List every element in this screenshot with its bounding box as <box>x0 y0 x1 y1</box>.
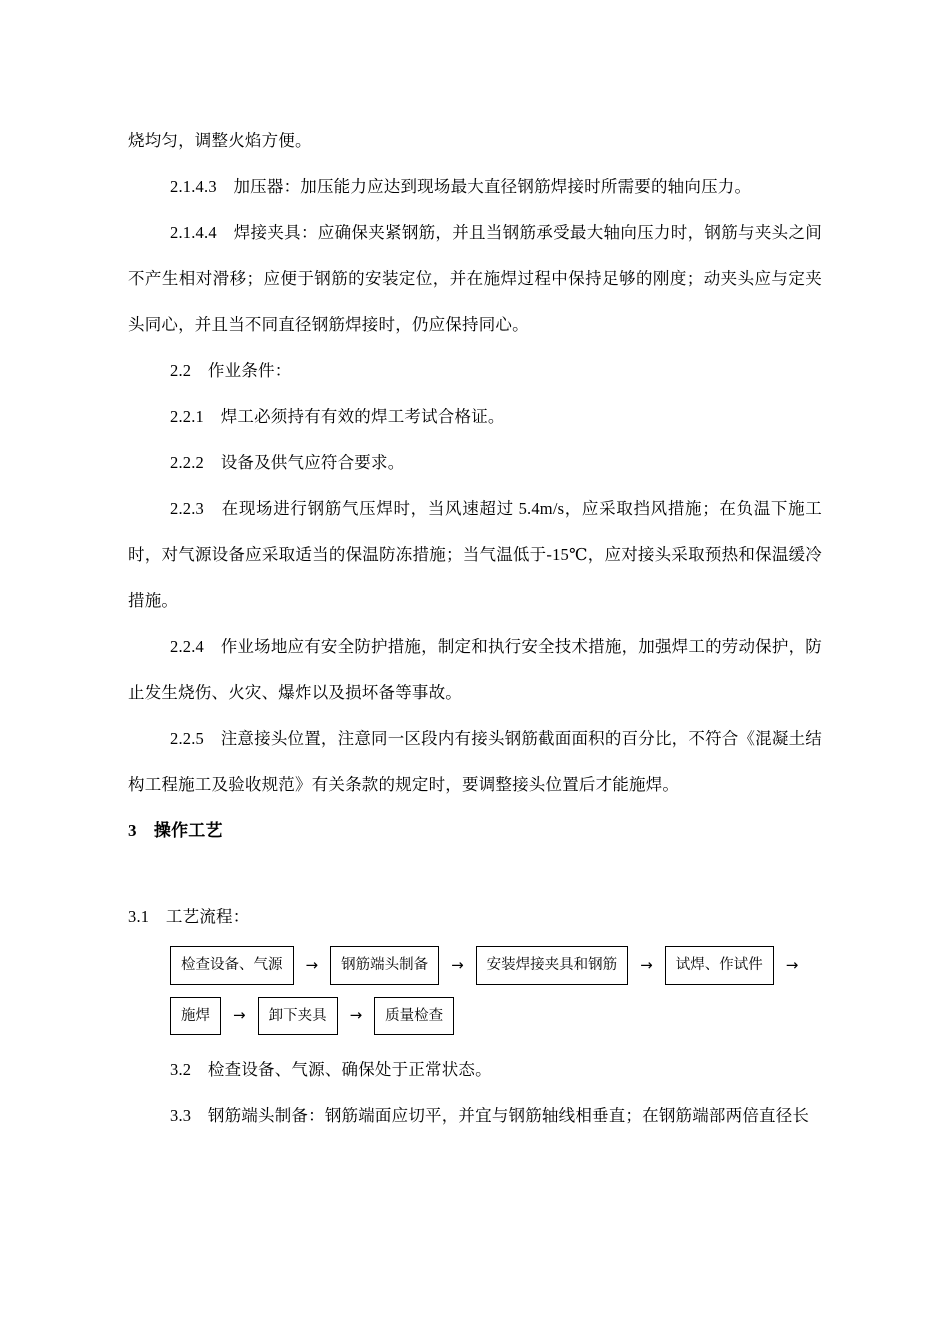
section-heading-3: 3 操作工艺 <box>128 821 223 840</box>
paragraph-2-2-1: 2.2.1 焊工必须持有有效的焊工考试合格证。 <box>170 407 505 426</box>
paragraph-2-2-4: 2.2.4 作业场地应有安全防护措施，制定和执行安全技术措施，加强焊工的劳动保护，防止发生烧伤、火灾、爆炸以及损坏备等事故。 <box>128 637 822 702</box>
paragraph-2-2-5: 2.2.5 注意接头位置，注意同一区段内有接头钢筋截面面积的百分比，不符合《混凝土结构工程施工及验收规范》有关条款的规定时，要调整接头位置后才能施焊。 <box>128 729 822 794</box>
flowchart-row-1 <box>170 946 822 985</box>
flow-step-welding: 施焊 <box>170 997 221 1036</box>
flow-step-check-equipment: 检查设备、气源 <box>170 946 294 985</box>
paragraph-2-1-4-3: 2.1.4.3 加压器：加压能力应达到现场最大直径钢筋焊接时所需要的轴向压力。 <box>170 177 752 196</box>
arrow-icon: → <box>785 955 799 974</box>
arrow-icon: → <box>349 1006 363 1025</box>
paragraph-3-2: 3.2 检查设备、气源、确保处于正常状态。 <box>170 1060 492 1079</box>
flow-step-rebar-end-prep: 钢筋端头制备 <box>330 946 439 985</box>
paragraph-2-1-4-4: 2.1.4.4 焊接夹具：应确保夹紧钢筋，并且当钢筋承受最大轴向压力时，钢筋与夹头之间不产生相对滑移；应便于钢筋的安装定位，并在施焊过程中保持足够的刚度；动夹头应与定夹头同心，并且当不同直径钢筋焊接时，仍应保持同心。 <box>128 223 822 334</box>
section-spacer <box>128 854 822 894</box>
paragraph-2-2: 2.2 作业条件： <box>170 361 292 380</box>
arrow-icon: → <box>451 955 464 974</box>
flow-step-trial-weld: 试焊、作试件 <box>665 946 774 985</box>
flowchart-row-2 <box>170 997 822 1036</box>
flow-step-remove-clamp: 卸下夹具 <box>258 997 338 1036</box>
arrow-icon: → <box>305 955 319 974</box>
arrow-icon: → <box>640 955 653 974</box>
arrow-icon: → <box>233 1006 246 1025</box>
section-3-1-title: 3.1 工艺流程： <box>128 907 250 926</box>
flow-step-quality-check: 质量检查 <box>374 997 454 1036</box>
paragraph-continued: 烧均匀，调整火焰方便。 <box>128 131 312 150</box>
flow-step-install-clamp: 安装焊接夹具和钢筋 <box>476 946 629 985</box>
paragraph-2-2-3: 2.2.3 在现场进行钢筋气压焊时，当风速超过 5.4m/s，应采取挡风措施；在负温下施工时，对气源设备应采取适当的保温防冻措施；当气温低于-15℃，应对接头采取预热和保温缓冷措施。 <box>128 499 822 610</box>
process-flowchart <box>170 946 822 1035</box>
paragraph-2-2-2: 2.2.2 设备及供气应符合要求。 <box>170 453 405 472</box>
paragraph-3-3: 3.3 钢筋端头制备：钢筋端面应切平，并宜与钢筋轴线相垂直；在钢筋端部两倍直径长 <box>170 1106 810 1125</box>
